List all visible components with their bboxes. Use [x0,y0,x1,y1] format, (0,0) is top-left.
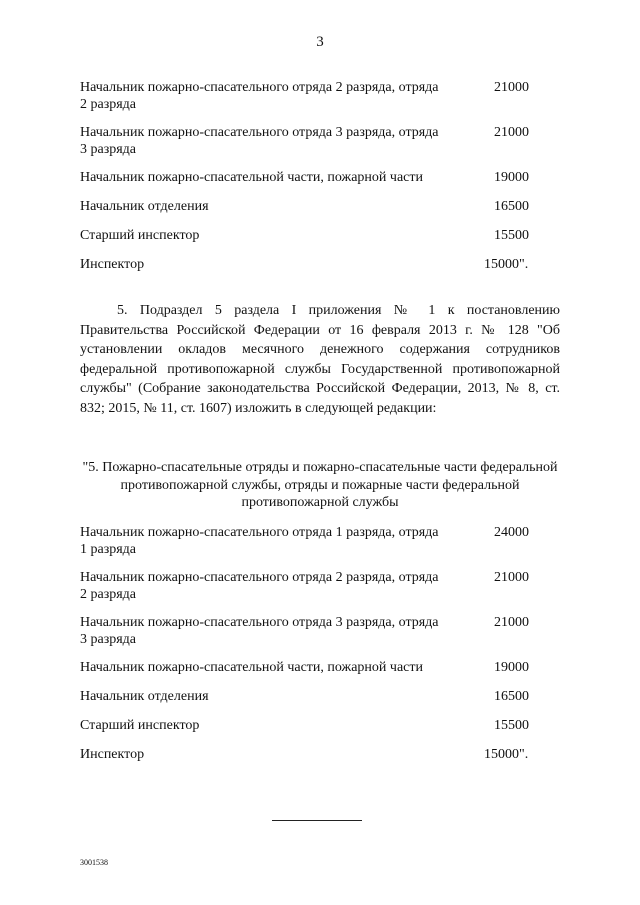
footer-divider [272,820,362,821]
position-name: Начальник отделения [80,199,209,214]
salary-value: 21000 [494,125,529,140]
document-code: 3001538 [80,858,108,867]
table-row [80,569,560,603]
salary-value: 16500 [494,199,529,214]
position-name: Старший инспектор [80,228,200,243]
salary-value: 15500 [494,228,529,243]
table-row [80,614,560,648]
table-row [80,746,560,763]
position-name: Начальник пожарно-спасательного отряда 2 разряда, отряда 2 разряда [80,570,439,602]
table-row [80,256,560,273]
table-row [80,79,560,113]
salary-value: 21000 [494,570,529,585]
salary-value: 19000 [494,170,529,185]
table-row [80,659,560,676]
position-name: Начальник отделения [80,689,209,704]
position-name: Инспектор [80,747,145,762]
salary-value: 24000 [494,525,529,540]
page-number: 3 [316,34,324,50]
salary-table-top [80,79,560,273]
position-name: Начальник пожарно-спасательной части, пожарной части [80,170,423,185]
position-name: Старший инспектор [80,718,200,733]
table-row [80,227,560,244]
salary-value: 16500 [494,689,529,704]
position-name: Начальник пожарно-спасательного отряда 3 разряда, отряда 3 разряда [80,125,439,157]
salary-value: 21000 [494,615,529,630]
table-row [80,524,560,558]
table-row [80,198,560,215]
salary-value: 19000 [494,660,529,675]
salary-value: 15000". [484,257,529,272]
position-name: Начальник пожарно-спасательной части, пожарной части [80,660,423,675]
amendment-paragraph: 5. Подраздел 5 раздела I приложения № 1 к постановлению Правительства Российской Федерации от 16 февраля 2013 г. № 128 "Об установлении окладов месячного денежного содержания сотрудников федеральной противопожарной службы Государственной противопожарной службы" (Собрание законодательства Российской Федерации, 2013, № 8, ст. 832; 2015, № 11, ст. 1607) изложить в следующей редакции: [80,303,560,416]
salary-value: 15000". [484,747,529,762]
salary-table-bottom [80,524,560,763]
position-name: Начальник пожарно-спасательного отряда 3 разряда, отряда 3 разряда [80,615,439,647]
position-name: Инспектор [80,257,145,272]
table-row [80,124,560,158]
position-name: Начальник пожарно-спасательного отряда 2 разряда, отряда 2 разряда [80,80,439,112]
table-row [80,688,560,705]
salary-value: 21000 [494,80,529,95]
salary-value: 15500 [494,718,529,733]
position-name: Начальник пожарно-спасательного отряда 1 разряда, отряда 1 разряда [80,525,439,557]
section-subtitle: "5. Пожарно-спасательные отряды и пожарно-спасательные части федеральной противопожарной службы, отряды и пожарные части федеральной противопожарной службы [82,460,558,510]
table-row [80,717,560,734]
table-row [80,169,560,186]
